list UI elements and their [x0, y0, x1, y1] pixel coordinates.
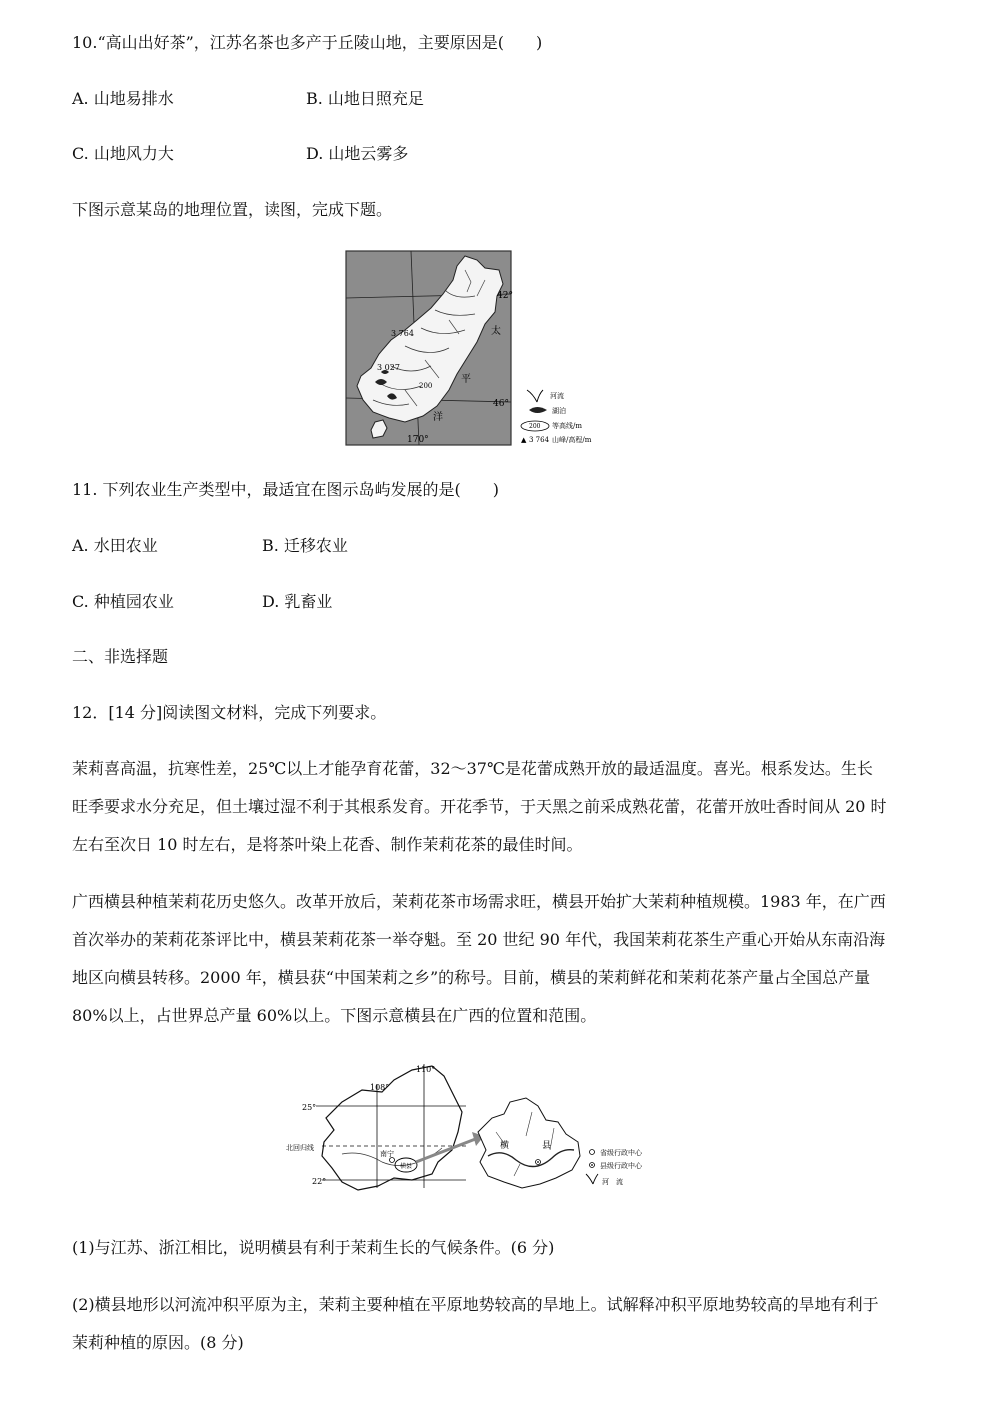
q11-stem: 11. 下列农业生产类型中，最适宜在图示岛屿发展的是( )	[72, 480, 500, 499]
q11-option-b: B. 迁移农业	[262, 536, 348, 555]
q10-option-c: C. 山地风力大	[72, 144, 174, 163]
island-map	[345, 250, 610, 448]
map2-lon1-label: 110°	[416, 1065, 436, 1074]
hengxian-shape	[478, 1098, 580, 1188]
map1-contour-label: 200	[419, 382, 433, 390]
q11-option-a: A. 水田农业	[72, 536, 158, 555]
guangxi-map	[282, 1062, 672, 1202]
map2-county-char-2: 县	[542, 1141, 552, 1151]
map2-lon2-label: 108°	[370, 1083, 390, 1092]
q12-paragraph-2: 广西横县种植茉莉花历史悠久。改革开放后，茉莉花茶市场需求旺，横县开始扩大茉莉种植规模。1983 年，在广西首次举办的茉莉花茶评比中，横县茉莉花茶一举夺魁。至 20 世纪 90 年代，我国茉莉花茶生产重心开始从东南沿海地区向横县转移。2000 年，横县获“中国茉莉之乡”的称号。目前，横县的茉莉鲜花和茉莉花茶产量占全国总产量 80%以上，占世界总产量 60%以上。下图示意横县在广西的位置和范围。	[72, 892, 886, 1025]
legend-river-icon-2	[586, 1174, 598, 1184]
legend-river-label: 河流	[550, 392, 564, 400]
legend-contour-value: 200	[529, 423, 541, 430]
legend-river-icon	[527, 390, 543, 402]
q10-stem: 10.“高山出好茶”，江苏名茶也多产于丘陵山地，主要原因是( )	[72, 33, 543, 52]
q11-option-d: D. 乳畜业	[262, 592, 333, 611]
legend-county-center-label: 县级行政中心	[600, 1162, 642, 1170]
map2-lat2-label: 22°	[312, 1177, 327, 1186]
map1-ocean-char-1: 太	[491, 326, 501, 337]
map1-peak2-label: 3 027	[377, 363, 400, 372]
map1-lat1-label: 42°	[497, 291, 513, 301]
legend-river-label-2: 河 流	[602, 1178, 623, 1186]
map1-peak1-label: 3 764	[391, 329, 414, 338]
map2-county-char-1: 横	[500, 1141, 510, 1151]
legend-prov-center-icon	[590, 1150, 595, 1155]
legend-contour-label: 等高线/m	[552, 422, 582, 430]
q11-option-c: C. 种植园农业	[72, 592, 174, 611]
q10-option-b: B. 山地日照充足	[306, 89, 424, 108]
q12-title: 12．[14 分]阅读图文材料，完成下列要求。	[72, 703, 387, 722]
legend-peak-icon: ▲	[521, 436, 527, 444]
legend-lake-label: 湖泊	[552, 407, 566, 415]
q12-paragraph-1: 茉莉喜高温，抗寒性差，25℃以上才能孕育花蕾，32～37℃是花蕾成熟开放的最适温度。喜光。根系发达。生长旺季要求水分充足，但土壤过湿不利于其根系发育。开花季节，于天黑之前采成熟花蕾，花蕾开放吐香时间从 20 时左右至次日 10 时左右，是将茶叶染上花香、制作茉莉花茶的最佳时间。	[72, 759, 887, 854]
map2-city2-label: 横县	[400, 1163, 413, 1170]
map1-ocean-char-3: 洋	[433, 412, 443, 423]
q12-subquestion-1: (1)与江苏、浙江相比，说明横县有利于茉莉生长的气候条件。(6 分)	[72, 1238, 555, 1257]
map1-intro: 下图示意某岛的地理位置，读图，完成下题。	[72, 200, 393, 219]
legend-peak-value: 3 764	[529, 436, 550, 444]
tropic-label: 北回归线	[286, 1144, 314, 1152]
county-center-dot	[537, 1161, 539, 1163]
legend-lake-icon	[529, 407, 547, 413]
q12-subquestion-2: (2)横县地形以河流冲积平原为主，茉莉主要种植在平原地势较高的旱地上。试解释冲积平原地势较高的旱地有利于茉莉种植的原因。(8 分)	[72, 1295, 879, 1352]
map2-city1-label: 南宁	[380, 1150, 394, 1158]
legend-peak-label: 山峰/高程/m	[552, 436, 592, 444]
map2-lat1-label: 25°	[302, 1103, 317, 1112]
legend-county-center-dot	[591, 1164, 593, 1166]
section-heading: 二、非选择题	[72, 647, 169, 666]
guangxi-shape	[322, 1066, 462, 1190]
map1-lon-label: 170°	[407, 435, 429, 445]
map1-ocean-char-2: 平	[461, 374, 471, 385]
q10-option-a: A. 山地易排水	[72, 89, 174, 108]
map1-lat2-label: 46°	[493, 399, 509, 409]
q10-option-d: D. 山地云雾多	[306, 144, 409, 163]
legend-prov-center-label: 省级行政中心	[600, 1149, 642, 1157]
